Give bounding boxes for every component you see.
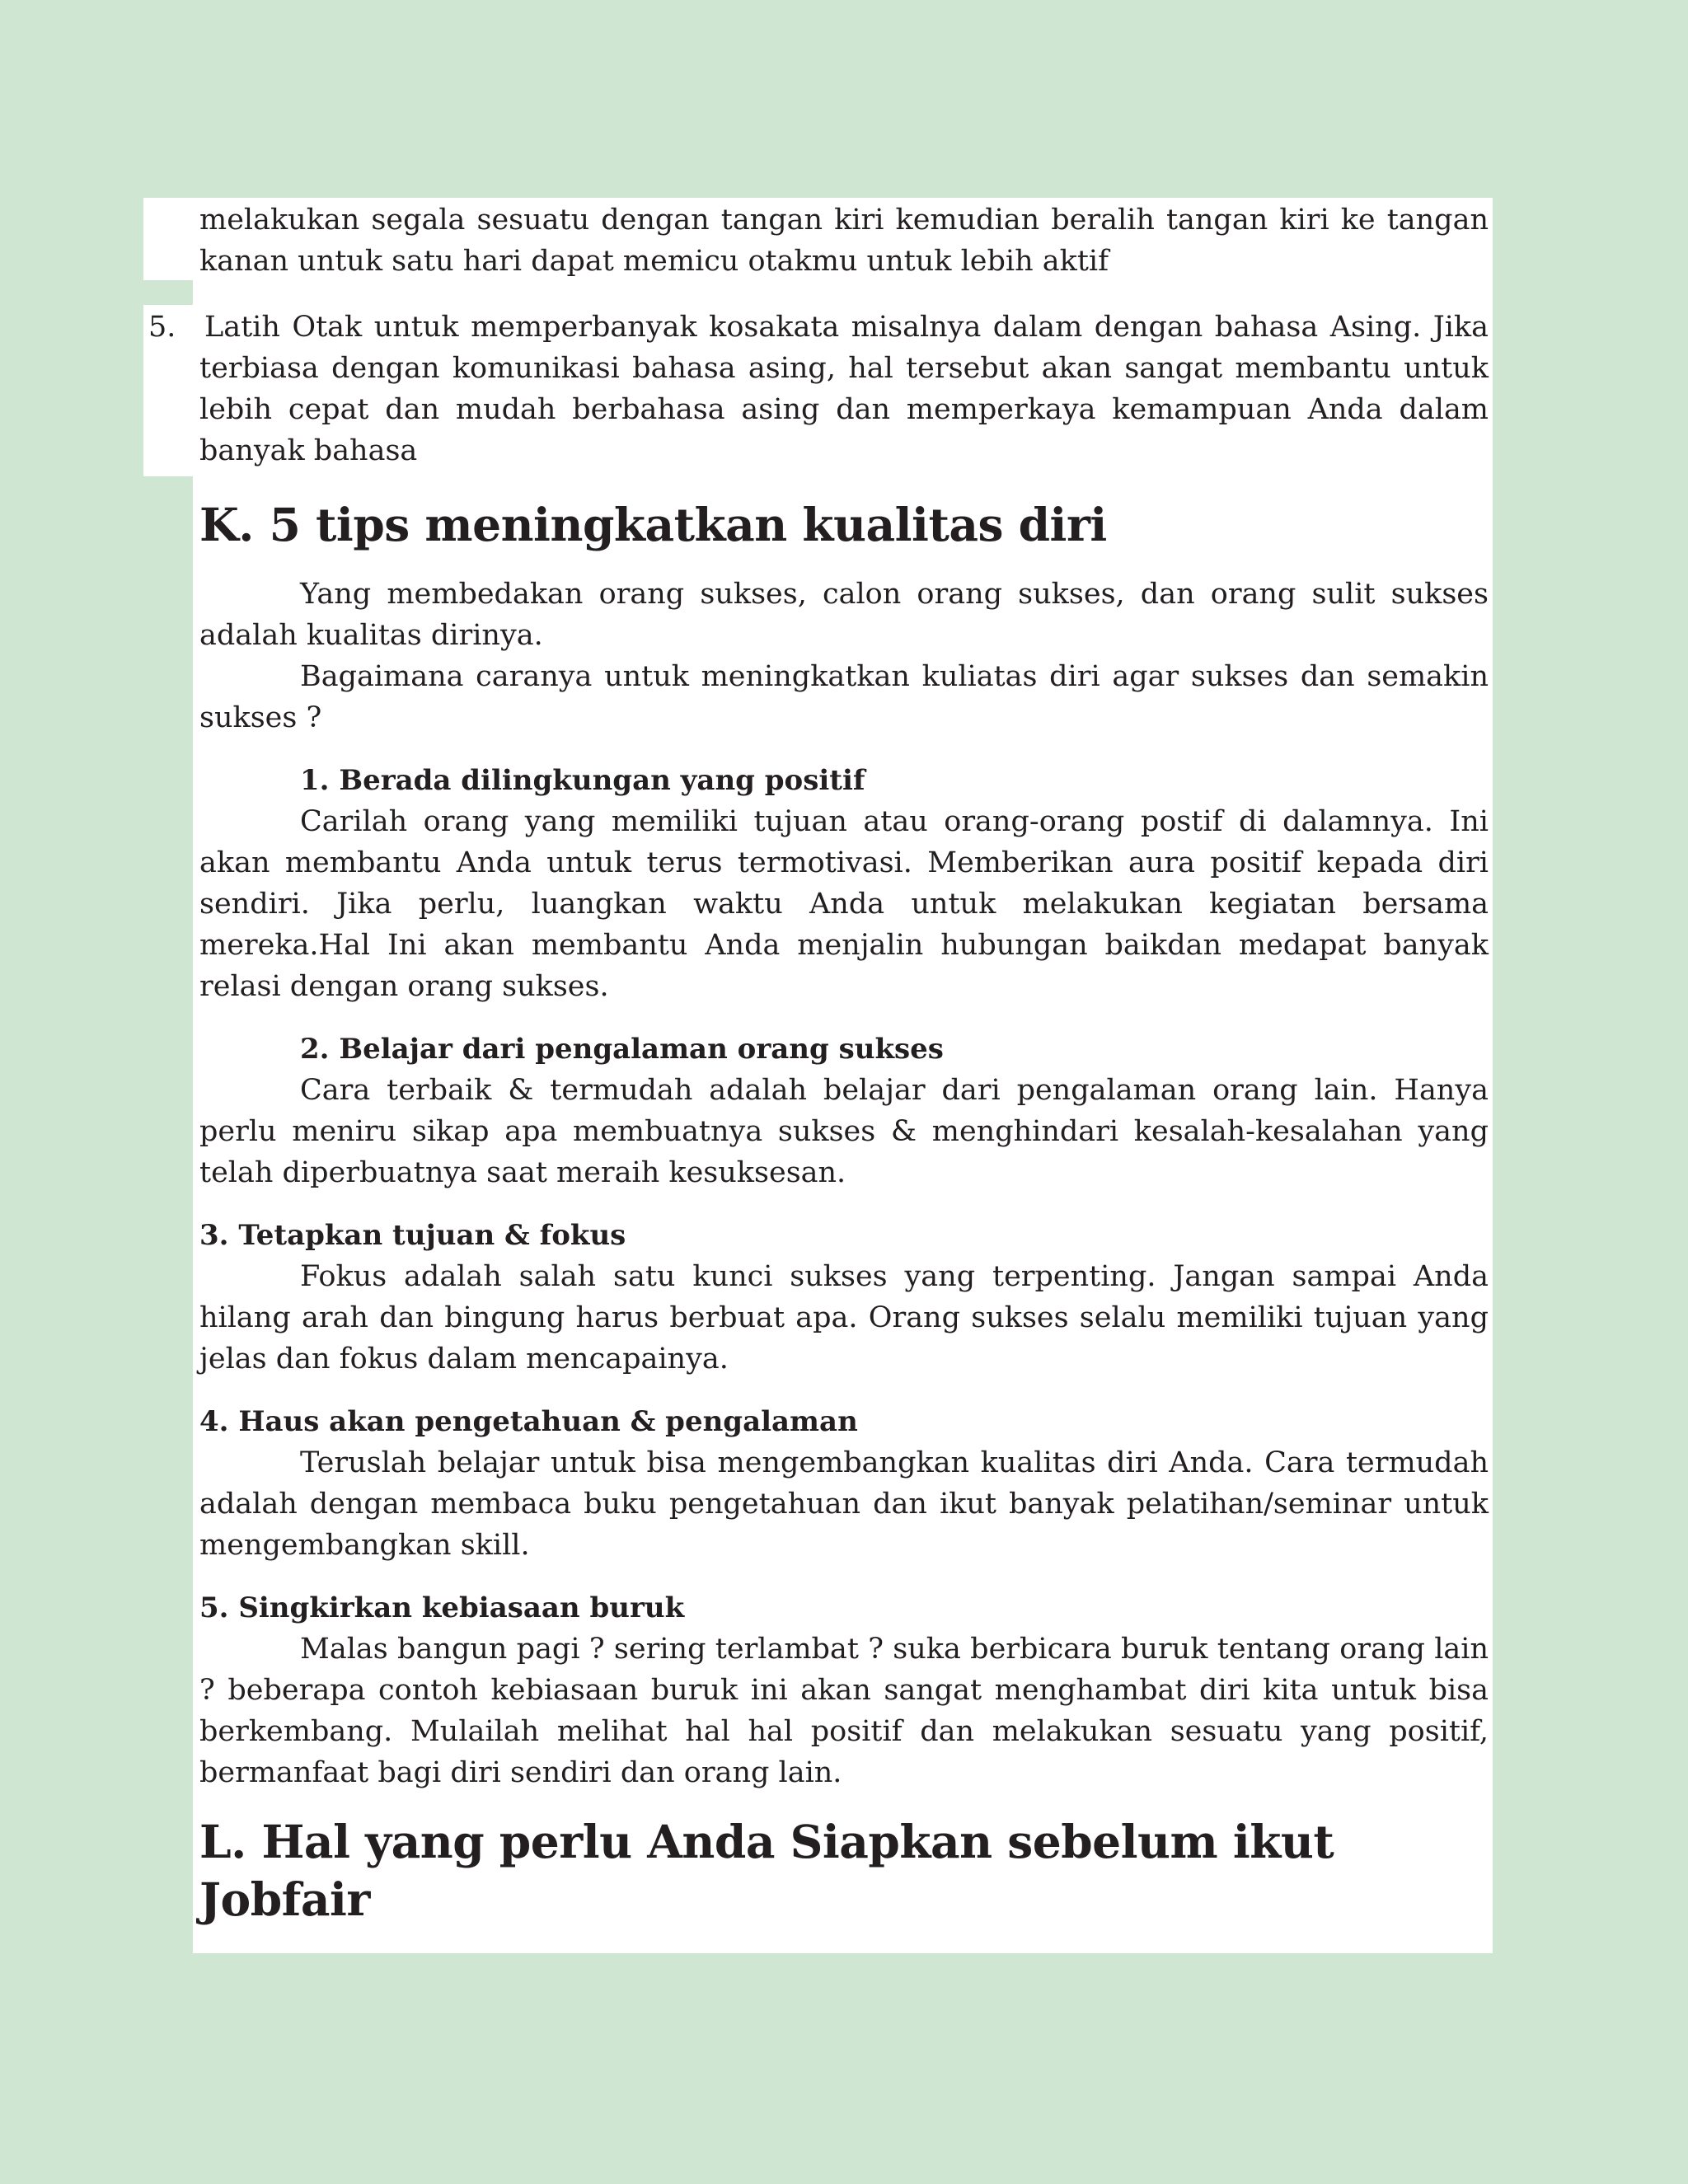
tip-body: Cara terbaik & termudah adalah belajar dari pengalaman orang lain. Hanya perlu meniru sikap apa membuatnya sukses & menghindari kesalah-kesalahan yang telah diperbuatnya saat meraih kesuksesan. <box>199 1074 1489 1189</box>
tip-4 <box>199 1401 1489 1566</box>
tip-2 <box>199 1029 1489 1193</box>
tip-body: Malas bangun pagi ? sering terlambat ? suka berbicara buruk tentang orang lain ? beberapa contoh kebiasaan buruk ini akan sangat menghambat diri kita untuk bisa berkembang. Mulailah melihat hal hal positif dan melakukan sesuatu yang positif, bermanfaat bagi diri sendiri dan orang lain. <box>199 1633 1489 1789</box>
tip-3 <box>199 1215 1489 1380</box>
document-body <box>148 199 1489 1948</box>
section-k-heading: K. 5 tips meningkatkan kualitas diri <box>199 498 1107 551</box>
continuation-paragraph: melakukan segala sesuatu dengan tangan kiri kemudian beralih tangan kiri ke tangan kanan untuk satu hari dapat memicu otakmu untuk lebih aktif <box>199 204 1489 278</box>
list-item-number: 5. <box>148 311 176 344</box>
section-l-heading: L. Hal yang perlu Anda Siapkan sebelum ikut Jobfair <box>199 1815 1334 1926</box>
tip-title: 5. Singkirkan kebiasaan buruk <box>199 1591 685 1624</box>
section-k-intro-2: Bagaimana caranya untuk meningkatkan kuliatas diri agar sukses dan semakin sukses ? <box>199 660 1489 734</box>
margin-notch <box>143 280 193 305</box>
tip-title: 3. Tetapkan tujuan & fokus <box>199 1219 626 1252</box>
list-item-5 <box>148 307 1489 471</box>
list-item-text: Latih Otak untuk memperbanyak kosakata misalnya dalam dengan bahasa Asing. Jika terbiasa dengan komunikasi bahasa asing, hal tersebut akan sangat membantu untuk lebih cepat dan mudah berbahasa asing dan memperkaya kemampuan Anda dalam banyak bahasa <box>199 311 1489 467</box>
tip-title: 4. Haus akan pengetahuan & pengalaman <box>199 1405 858 1438</box>
tip-body: Carilah orang yang memiliki tujuan atau orang-orang postif di dalamnya. Ini akan membantu Anda untuk terus termotivasi. Memberikan aura positif kepada diri sendiri. Jika perlu, luangkan waktu Anda untuk melakukan kegiatan bersama mereka.Hal Ini akan membantu Anda menjalin hubungan baikdan medapat banyak relasi dengan orang sukses. <box>199 805 1489 1003</box>
tip-1 <box>199 760 1489 1007</box>
tip-5 <box>199 1587 1489 1793</box>
tip-body: Teruslah belajar untuk bisa mengembangkan kualitas diri Anda. Cara termudah adalah dengan membaca buku pengetahuan dan ikut banyak pelatihan/seminar untuk mengembangkan skill. <box>199 1446 1489 1562</box>
section-k-intro-1: Yang membedakan orang sukses, calon orang sukses, dan orang sulit sukses adalah kualitas dirinya. <box>199 578 1489 652</box>
tip-title: 2. Belajar dari pengalaman orang sukses <box>300 1033 944 1066</box>
tip-title: 1. Berada dilingkungan yang positif <box>300 764 865 797</box>
tip-body: Fokus adalah salah satu kunci sukses yang terpenting. Jangan sampai Anda hilang arah dan bingung harus berbuat apa. Orang sukses selalu memiliki tujuan yang jelas dan fokus dalam mencapainya. <box>199 1260 1489 1376</box>
